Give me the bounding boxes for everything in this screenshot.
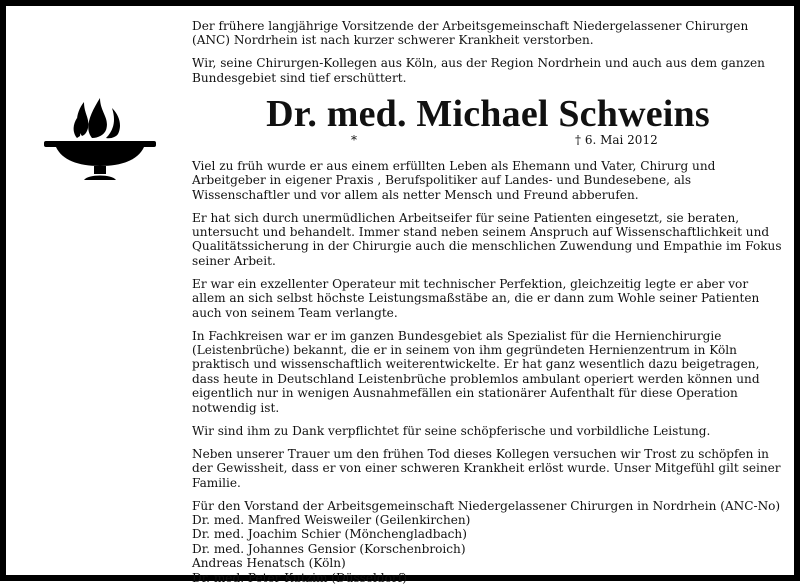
signature-block — [192, 499, 784, 585]
flame-bowl-icon — [44, 94, 156, 184]
obituary-text — [192, 19, 784, 585]
intro-paragraph-1: Der frühere langjährige Vorsitzende der Arbeitsgemeinschaft Niedergelassener Chirurgen (ANC) Nordrhein ist nach kurzer schwerer Krankheit verstorben. — [192, 19, 749, 48]
signer: Dr. med. Manfred Weisweiler (Geilenkirchen) — [192, 512, 471, 527]
life-dates — [192, 133, 784, 149]
deceased-name: Dr. med. Michael Schweins — [266, 92, 710, 135]
signer: Andreas Henatsch (Köln) — [192, 556, 346, 571]
signoff-line: Für den Vorstand der Arbeitsgemeinschaft Niedergelassener Chirurgen in Nordrhein (ANC-No) — [192, 498, 781, 513]
signer: Dr. med. Joachim Schier (Mönchengladbach) — [192, 527, 467, 542]
body-paragraph: Neben unserer Trauer um den frühen Tod dieses Kollegen versuchen wir Trost zu schöpfen in der Gewissheit, dass er von einer schweren Krankheit erlöst wurde. Unser Mitgefühl gilt seiner Familie. — [192, 446, 781, 490]
signer: Dr. med. Peter Kutzim (Düsseldorf) — [192, 570, 407, 585]
intro-paragraph-2: Wir, seine Chirurgen-Kollegen aus Köln, aus der Region Nordrhein und auch aus dem ganzen Bundesgebiet sind tief erschüttert. — [192, 56, 765, 85]
body-paragraph: In Fachkreisen war er im ganzen Bundesgebiet als Spezialist für die Hernienchirurgie (Leistenbrüche) bekannt, die er in seinem von ihm gegründeten Hernienzentrum in Köln praktisch und wissenschaftlich weiterentwickelte. Er hat ganz wesentlich dazu beigetragen, dass heute in Deutschland Leistenbrüche problemlos ambulant operiert werden können und eigentlich nur in wenigen Ausnahmefällen ein stationärer Aufenthalt für diese Operation notwendig ist. — [192, 328, 760, 415]
signer: Dr. med. Johannes Gensior (Korschenbroich) — [192, 541, 466, 556]
body-paragraph: Er hat sich durch unermüdlichen Arbeitseifer für seine Patienten eingesetzt, sie beraten, untersucht und behandelt. Immer stand neben seinem Anspruch auf Wissenschaftlichkeit und Qualitätssicherung in der Chirurgie auch die menschlichen Zuwendung und Empathie im Fokus seiner Arbeit. — [192, 210, 782, 268]
body-paragraph: Er war ein exzellenter Operateur mit technischer Perfektion, gleichzeitig legte er aber vor allem an sich selbst höchste Leistungsmaßstäbe an, die er dann zum Wohle seiner Patienten auch von seinem Team verlangte. — [192, 276, 760, 320]
birth-date: * — [351, 132, 357, 147]
death-date: † 6. Mai 2012 — [575, 132, 658, 147]
body-paragraph: Wir sind ihm zu Dank verpflichtet für seine schöpferische und vorbildliche Leistung. — [192, 423, 711, 438]
body-paragraph: Viel zu früh wurde er aus einem erfüllten Leben als Ehemann und Vater, Chirurg und Arbeitgeber in eigener Praxis , Berufspolitiker auf Landes- und Bundesebene, als Wissenschaftler und vor allem als netter Mensch und Freund abberufen. — [192, 158, 716, 202]
